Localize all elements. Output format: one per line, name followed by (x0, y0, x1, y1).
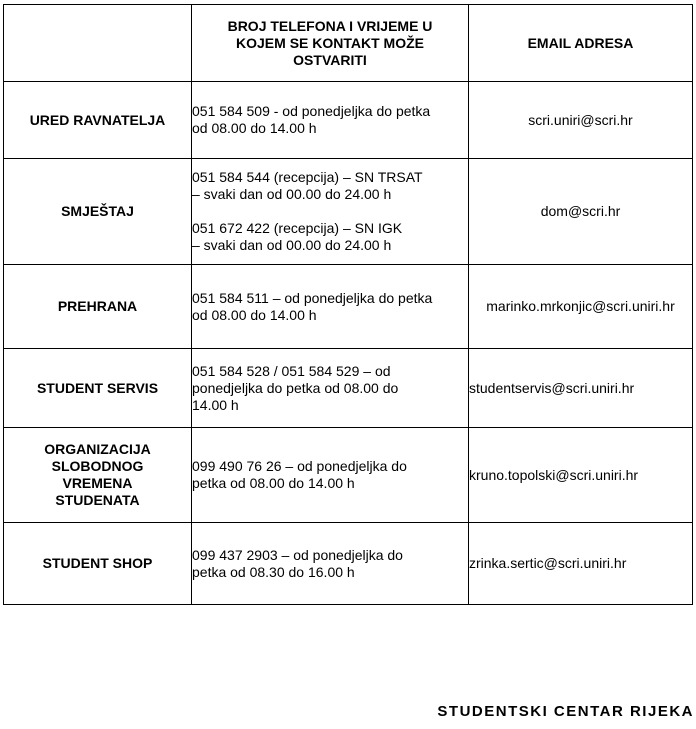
email-address[interactable]: marinko.mrkonjic@scri.uniri.hr (469, 265, 693, 349)
phone-hours (192, 523, 469, 605)
department-name-line: STUDENT SERVIS (36, 379, 159, 396)
table-row (4, 159, 693, 265)
contacts-table (3, 4, 693, 605)
phone-line: 051 584 544 (recepcija) – SN TRSAT (192, 169, 423, 185)
department-name-line: SLOBODNOG (51, 458, 144, 474)
table-row (4, 349, 693, 428)
department-name (4, 159, 192, 265)
department-name (4, 349, 192, 428)
department-name (4, 265, 192, 349)
department-name (4, 523, 192, 605)
table-row (4, 82, 693, 159)
department-name (4, 428, 192, 523)
email-address[interactable]: studentservis@scri.uniri.hr (469, 349, 693, 428)
department-name-line: STUDENATA (55, 492, 140, 508)
phone-hours (192, 349, 469, 428)
phone-hours (192, 159, 469, 265)
header-cell-email: EMAIL ADRESA (469, 5, 693, 82)
table-row (4, 428, 693, 523)
phone-line: 051 584 509 - od ponedjeljka do petka (192, 103, 431, 119)
table-row (4, 265, 693, 349)
phone-hours (192, 82, 469, 159)
header-phone-line: KOJEM SE KONTAKT MOŽE (236, 34, 424, 51)
email-address[interactable]: dom@scri.hr (469, 159, 693, 265)
phone-line: – svaki dan od 00.00 do 24.00 h (192, 186, 392, 202)
phone-line: 051 672 422 (recepcija) – SN IGK (192, 220, 403, 236)
department-name-line: ORGANIZACIJA (44, 441, 151, 457)
header-cell-phone (192, 5, 469, 82)
department-name-line: VREMENA (62, 475, 133, 491)
phone-line: ponedjeljka do petka od 08.00 do (192, 379, 399, 396)
phone-line: petka od 08.30 do 16.00 h (192, 563, 355, 580)
organization-footer: STUDENTSKI CENTAR RIJEKA (437, 703, 694, 720)
email-address[interactable]: kruno.topolski@scri.uniri.hr (469, 428, 693, 523)
department-name-line: PREHRANA (57, 298, 138, 314)
phone-line: od 08.00 do 14.00 h (192, 306, 317, 323)
phone-hours (192, 428, 469, 523)
email-address[interactable]: scri.uniri@scri.hr (469, 82, 693, 159)
phone-line: petka od 08.00 do 14.00 h (192, 475, 355, 491)
header-cell-department (4, 5, 192, 82)
phone-line: 14.00 h (192, 396, 239, 413)
phone-line: 099 437 2903 – od ponedjeljka do (192, 546, 403, 563)
phone-line: 051 584 528 / 051 584 529 – od (192, 362, 391, 379)
department-name-line: SMJEŠTAJ (61, 203, 134, 219)
header-phone-line: OSTVARITI (293, 51, 367, 68)
department-name-line: URED RAVNATELJA (29, 111, 166, 128)
table-header-row (4, 5, 693, 82)
department-name-line: STUDENT SHOP (42, 555, 153, 571)
department-name (4, 82, 192, 159)
phone-line: od 08.00 do 14.00 h (192, 120, 317, 136)
phone-line: – svaki dan od 00.00 do 24.00 h (192, 237, 392, 253)
phone-line: 051 584 511 – od ponedjeljka do petka (192, 289, 433, 306)
table-row (4, 523, 693, 605)
header-phone-line: BROJ TELEFONA I VRIJEME U (227, 17, 433, 34)
phone-hours (192, 265, 469, 349)
email-address[interactable]: zrinka.sertic@scri.uniri.hr (469, 523, 693, 605)
phone-line: 099 490 76 26 – od ponedjeljka do (192, 458, 407, 474)
